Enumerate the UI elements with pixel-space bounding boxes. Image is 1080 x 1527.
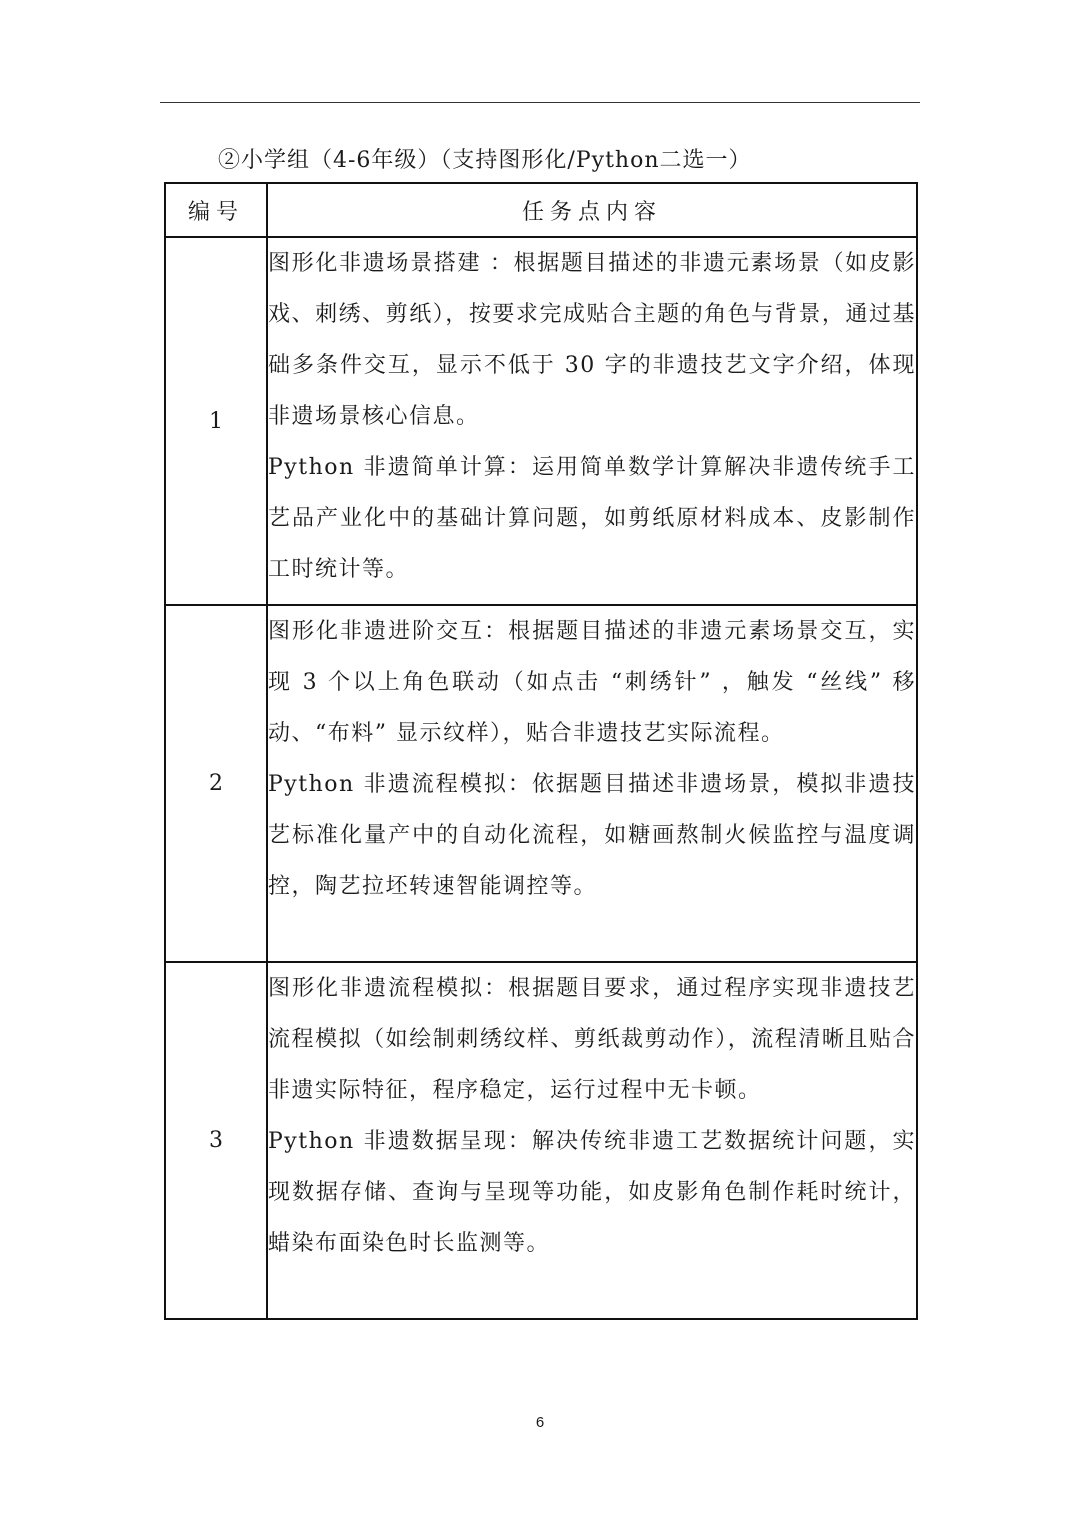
row-number: 1 (165, 237, 267, 605)
table-row (165, 237, 917, 605)
python-task-text: Python 非遗流程模拟：依据题目描述非遗场景，模拟非遗技艺标准化量产中的自动化流程，如糖画熬制火候监控与温度调控，陶艺拉坯转速智能调控等。 (268, 772, 916, 899)
row-content (267, 237, 917, 605)
python-task-text: Python 非遗简单计算：运用简单数学计算解决非遗传统手工艺品产业化中的基础计算问题，如剪纸原材料成本、皮影制作工时统计等。 (268, 455, 916, 582)
row-content (267, 605, 917, 962)
graphical-task-text: 图形化非遗场景搭建 ：根据题目描述的非遗元素场景（如皮影戏、刺绣、剪纸），按要求完成贴合主题的角色与背景，通过基础多条件交互，显示不低于 30 字的非遗技艺文字介绍，体现非遗场景核心信息。 (268, 251, 916, 429)
table-row (165, 962, 917, 1319)
table-row (165, 605, 917, 962)
graphical-task-text: 图形化非遗进阶交互：根据题目描述的非遗元素场景交互，实现 3 个以上角色联动（如点击 “刺绣针” ，触发 “丝线” 移动、“布料” 显示纹样），贴合非遗技艺实际流程。 (268, 619, 916, 746)
task-table (164, 182, 918, 1320)
section-title: ②小学组（4-6年级）（支持图形化/Python二选一） (218, 148, 752, 173)
row-content (267, 962, 917, 1319)
table-header-row (165, 183, 917, 237)
page-number: 6 (535, 1414, 545, 1431)
row-number: 2 (165, 605, 267, 962)
header-content: 任务点内容 (267, 183, 917, 237)
header-rule (160, 102, 920, 103)
graphical-task-text: 图形化非遗流程模拟：根据题目要求，通过程序实现非遗技艺流程模拟（如绘制刺绣纹样、剪纸裁剪动作），流程清晰且贴合非遗实际特征，程序稳定，运行过程中无卡顿。 (268, 976, 916, 1103)
python-task-text: Python 非遗数据呈现：解决传统非遗工艺数据统计问题，实现数据存储、查询与呈现等功能，如皮影角色制作耗时统计，蜡染布面染色时长监测等。 (268, 1129, 916, 1256)
row-number: 3 (165, 962, 267, 1319)
header-number: 编号 (165, 183, 267, 237)
